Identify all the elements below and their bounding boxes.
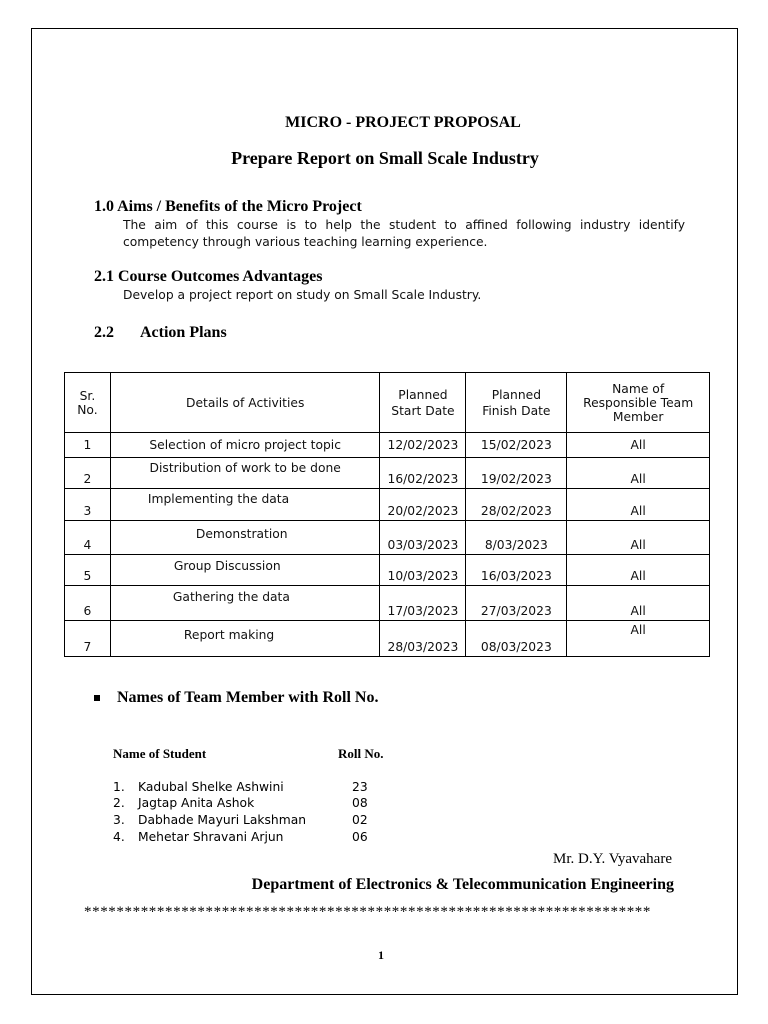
header-sr: Sr. No. [65, 373, 111, 433]
member-roll: 02 [352, 813, 368, 827]
row-finish: 27/03/2023 [466, 586, 567, 621]
department-name: Department of Electronics & Telecommunication Engineering [251, 876, 674, 893]
row-activity: Group Discussion [110, 555, 380, 586]
row-activity: Demonstration [110, 521, 380, 555]
guide-name: Mr. D.Y. Vyavahare [552, 851, 672, 867]
row-sr: 7 [65, 621, 111, 657]
row-sr: 2 [65, 458, 111, 489]
row-member: All [567, 555, 710, 586]
outcomes-text: Develop a project report on study on Small Scale Industry. [123, 288, 482, 302]
row-start: 12/02/2023 [380, 433, 466, 458]
row-sr: 3 [65, 489, 111, 521]
action-plans-number: 2.2 [94, 324, 114, 341]
report-title: Prepare Report on Small Scale Industry [231, 148, 539, 168]
table-row [65, 521, 710, 555]
member-roll: 08 [352, 796, 368, 810]
row-finish: 8/03/2023 [466, 521, 567, 555]
aims-text-line2: competency through various teaching learning experience. [123, 235, 488, 249]
table-row [65, 489, 710, 521]
row-start: 03/03/2023 [380, 521, 466, 555]
row-member: All [567, 458, 710, 489]
row-sr: 1 [65, 433, 111, 458]
outcomes-heading: 2.1 Course Outcomes Advantages [94, 268, 323, 285]
header-finish-date: Planned Finish Date [466, 373, 567, 433]
row-activity: Selection of micro project topic [110, 433, 380, 458]
col-name-of-student: Name of Student [113, 746, 207, 761]
row-sr: 4 [65, 521, 111, 555]
row-finish: 15/02/2023 [466, 433, 567, 458]
page-number: 1 [378, 948, 384, 962]
bullet-square-icon [94, 695, 100, 701]
doc-title: MICRO - PROJECT PROPOSAL [285, 114, 521, 131]
team-heading: Names of Team Member with Roll No. [117, 689, 379, 706]
table-row [65, 586, 710, 621]
row-member: All [567, 521, 710, 555]
row-start: 16/02/2023 [380, 458, 466, 489]
row-sr: 6 [65, 586, 111, 621]
aims-text-line1: The aim of this course is to help the student to affined following industry identify [123, 218, 685, 232]
table-row [65, 433, 710, 458]
member-name: Kadubal Shelke Ashwini [138, 780, 284, 794]
table-header-row [65, 373, 710, 433]
member-roll: 06 [352, 830, 368, 844]
row-activity: Implementing the data [110, 489, 380, 521]
member-name: Dabhade Mayuri Lakshman [138, 813, 307, 827]
table-row [65, 458, 710, 489]
header-details: Details of Activities [110, 373, 380, 433]
row-activity: Distribution of work to be done [110, 458, 380, 489]
row-finish: 19/02/2023 [466, 458, 567, 489]
member-name: Mehetar Shravani Arjun [138, 830, 284, 844]
row-member: All [567, 489, 710, 521]
action-plan-table [64, 372, 710, 657]
col-roll-no: Roll No. [338, 746, 384, 761]
table-row [65, 555, 710, 586]
header-responsible-member: Name of Responsible Team Member [567, 373, 710, 433]
row-start: 10/03/2023 [380, 555, 466, 586]
row-activity: Report making [110, 621, 380, 657]
action-plans-heading: Action Plans [140, 324, 227, 341]
row-member: All [567, 433, 710, 458]
member-roll: 23 [352, 780, 368, 794]
row-member: All [567, 586, 710, 621]
row-sr: 5 [65, 555, 111, 586]
member-number: 1. [113, 780, 125, 794]
member-number: 2. [113, 796, 125, 810]
member-number: 3. [113, 813, 125, 827]
row-finish: 16/03/2023 [466, 555, 567, 586]
member-number: 4. [113, 830, 125, 844]
member-name: Jagtap Anita Ashok [138, 796, 255, 810]
table-row [65, 621, 710, 657]
row-activity: Gathering the data [110, 586, 380, 621]
star-separator: ********************************************************************** [84, 904, 651, 920]
row-member: All [567, 621, 710, 657]
header-start-date: Planned Start Date [380, 373, 466, 433]
row-start: 28/03/2023 [380, 621, 466, 657]
row-finish: 28/02/2023 [466, 489, 567, 521]
row-start: 20/02/2023 [380, 489, 466, 521]
row-start: 17/03/2023 [380, 586, 466, 621]
aims-heading: 1.0 Aims / Benefits of the Micro Project [94, 198, 362, 215]
row-finish: 08/03/2023 [466, 621, 567, 657]
